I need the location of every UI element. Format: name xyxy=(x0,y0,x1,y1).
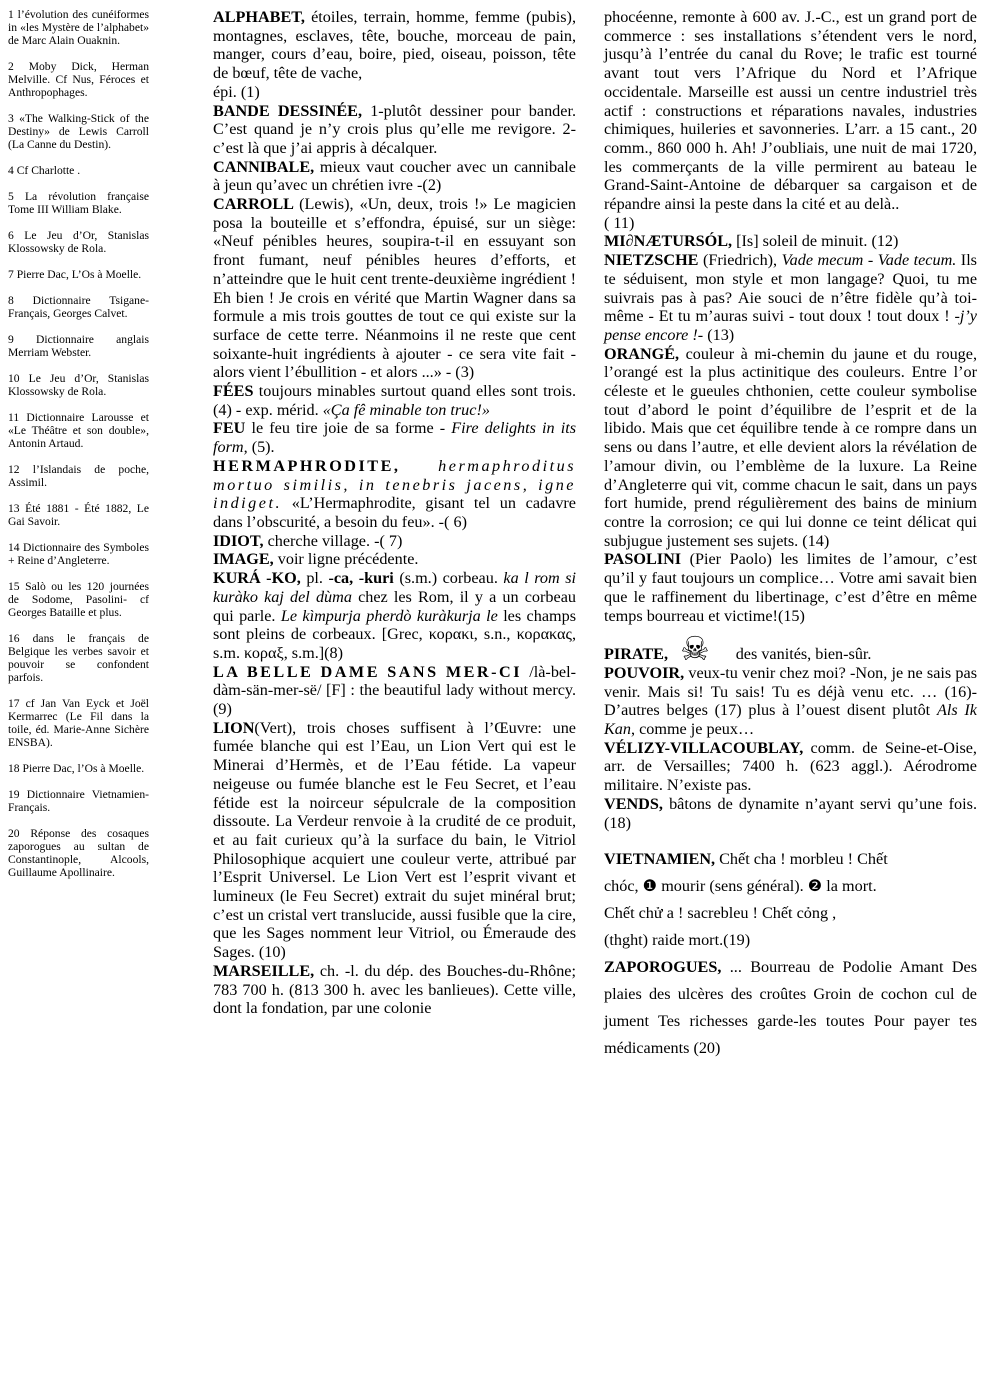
entry-nietzsche xyxy=(604,251,977,345)
entry-text-segment: LA BELLE DAME SANS MER-CI xyxy=(213,662,530,681)
entry-text-segment: (s.m.) corbeau. xyxy=(399,569,504,588)
entry-hermaphrodite xyxy=(213,457,576,532)
footnote-8: 8 Dictionnaire Tsigane-Français, Georges Calvet. xyxy=(8,294,149,320)
footnote-14: 14 Dictionnaire des Symboles + Reine d’Angleterre. xyxy=(8,541,149,567)
entry-text-segment: (Friedrich), xyxy=(702,251,782,270)
entries-column-right xyxy=(604,8,977,1062)
entry-text-segment: voir ligne précédente. xyxy=(277,550,419,569)
footnote-16: 16 dans le français de Belgique les verbes savoir et pouvoir se confondent parfois. xyxy=(8,632,149,684)
entry-lion xyxy=(213,719,576,962)
entry-text-segment: Chết chử a ! sacrebleu ! Chết cỏng , xyxy=(604,904,837,923)
footnote-17: 17 cf Jan Van Eyck et Joël Kermarrec (Le Fil dans la toile, éd. Marie-Anne Sichère ENSBA). xyxy=(8,697,149,749)
entry-feu xyxy=(213,419,576,456)
entry-text-segment: (thght) raide mort.(19) xyxy=(604,931,751,950)
entry-pasolini xyxy=(604,550,977,625)
entry-text-segment: [Is] soleil de minuit. (12) xyxy=(736,232,899,251)
entry-text-segment: «L’Hermaphrodite, gisant tel un cadavre dans l’obscurité, a besoin du feu». -( 6) xyxy=(213,494,576,531)
entry-text-segment: -ca, -kuri xyxy=(328,569,400,588)
entry-text-segment: -j’y pense encore !- xyxy=(604,307,977,344)
footnote-20: 20 Réponse des cosaques zaporogues au sultan de Constantinople, Alcools, Guillaume Apollinaire. xyxy=(8,827,149,879)
entry-text-segment: MARSEILLE, xyxy=(213,961,320,980)
entry-text-segment: phocéenne, remonte à 600 av. J.-C., est un grand port de commerce : ses installations s’étendent vers le nord, jusqu’à l’entrée du canal du Rove; le trafic est tourné avant tout vers l’Afrique du Nord et l’Afrique occidentale. Marseille est aussi un centre industriel très actif : constructions et réparations navales, industries chimiques, huileries et savonneries. L’arr. a 15 cant., 20 comm., 860 000 h. Ah! J’oubliais, une nuit de mai 1720, les commerçants de la ville permirent au bateau le Grand-Saint-Antoine de débarquer sa cargaison et de répandre ainsi la peste dans la cité et au delà.. xyxy=(604,8,977,214)
entry-pirate xyxy=(604,629,977,669)
entry-text-segment: IMAGE, xyxy=(213,550,278,569)
footnote-12: 12 l’Islandais de poche, Assimil. xyxy=(8,463,149,489)
footnote-5: 5 La révolution française Tome III William Blake. xyxy=(8,190,149,216)
entry-text-segment: comm. de Seine-et-Oise, arr. de Versailles; 7400 h. (623 aggl.). Aérodrome militaire. N’existe pas. xyxy=(604,738,977,795)
footnote-18: 18 Pierre Dac, l’Os à Moelle. xyxy=(8,762,145,775)
entry-cannibale xyxy=(213,158,576,195)
entry-text-segment: PIRATE, xyxy=(604,645,673,664)
entries-column-middle xyxy=(213,8,576,1018)
entry-marseille xyxy=(213,962,576,1018)
entry-text-segment: /là-bel-dàm-sän-mer-së/ [F] : the beautiful lady without mercy.(9) xyxy=(213,662,576,719)
entry-pouvoir xyxy=(604,664,977,739)
entry-fees xyxy=(213,382,576,419)
entry-la-belle-dame xyxy=(213,663,576,719)
footnote-3: 3 «The Walking-Stick of the Destiny» de Lewis Carroll (La Canne du Destin). xyxy=(8,112,149,151)
entry-text-segment: chóc, ❶ mourir (sens général). ❷ la mort. xyxy=(604,877,877,896)
entry-text-segment: chez les Rom, il y a un corbeau qui parle. xyxy=(213,587,576,625)
entry-text-segment: IDIOT, xyxy=(213,531,268,550)
footnotes-column xyxy=(8,8,149,892)
entry-text-segment: les champs sont pleins de corbeaux. [Grec, κορακι, s.n., κορακας, s.m. κοραξ, s.m.](8) xyxy=(213,606,576,662)
entry-text-segment: Fire delights in its form, xyxy=(213,419,577,457)
entry-text-segment: épi. (1) xyxy=(213,82,260,101)
entry-text-segment: ALPHABET, xyxy=(213,8,312,26)
entry-text-segment: PASOLINI xyxy=(604,550,690,569)
entry-text-segment: LION xyxy=(213,718,255,737)
entry-text-segment: ... Bourreau de Podolie Amant Des plaies des ulcères des croûtes Groin de cochon cul de jument Tes richesses garde-les toutes Pour payer tes médicaments (20) xyxy=(604,958,977,1058)
entry-text-segment: Le kìmpurja pherdò kuràkurja le xyxy=(280,606,504,625)
footnote-9: 9 Dictionnaire anglais Merriam Webster. xyxy=(8,333,149,359)
entry-text-segment: veux-tu venir chez moi? -Non, je ne sais pas venir. Mais si! Tu sais! Tu es déjà venu etc. … (16)- D’autres belges (17) plus à l’ouest disent plutôt xyxy=(604,663,977,720)
entry-velizy-villacoublay xyxy=(604,739,977,795)
entry-text-segment: pl. xyxy=(306,569,329,588)
entry-marseille-suite xyxy=(604,8,977,232)
entry-text-segment: ( 11) xyxy=(604,213,635,232)
entry-image xyxy=(213,550,576,569)
footnote-19: 19 Dictionnaire Vietnamien-Français. xyxy=(8,788,149,814)
entry-text-segment: hermaphroditus mortuo similis, in tenebris jacens, igne indiget. xyxy=(213,456,576,513)
footnote-2: 2 Moby Dick, Herman Melville. Cf Nus, Féroces et Anthropophages. xyxy=(8,60,149,99)
footnote-7: 7 Pierre Dac, L’Os à Moelle. xyxy=(8,268,142,281)
footnote-10: 10 Le Jeu d’Or, Stanislas Klossowsky de Rola. xyxy=(8,372,149,398)
entry-text-segment: KURÁ -KO, xyxy=(213,569,307,588)
entry-text-segment: toujours minables surtout quand elles sont trois. (4) - exp. mérid. xyxy=(213,382,576,419)
entry-text-segment: étoiles, terrain, homme, femme (pubis), montagnes, esclaves, tête, bouche, morceau de pain, manger, cours d’eau, boire, pied, oiseau, poisson, tête de bœuf, tête de vache, xyxy=(213,8,576,83)
entry-text-segment: Als Ik Kan xyxy=(604,701,977,739)
entry-text-segment: CANNIBALE, xyxy=(213,157,320,176)
entry-vietnamien xyxy=(604,846,977,954)
entry-text-segment: ka l rom si kuràko kaj del dùma xyxy=(213,569,577,606)
entry-zaporogues xyxy=(604,954,977,1062)
footnote-13: 13 Été 1881 - Été 1882, Le Gai Savoir. xyxy=(8,502,149,528)
entry-text-segment: 1-plutôt dessiner pour bander. C’est quand je n’y crois plus qu’elle me revigore. 2-c’est là que j’ai appris à décalquer. xyxy=(213,101,576,157)
entry-kura-ko xyxy=(213,569,576,663)
entry-text-segment: FEU xyxy=(213,419,252,438)
skull-crossbones-icon: ☠ xyxy=(680,629,710,669)
entry-text-segment: , comme je peux… xyxy=(631,720,755,739)
entry-text-segment: Ils te séduisent, mon style et mon langage? Quoi, tu me suivrais pas à pas? Aie souci de n’être fidèle qu’à toi-même - Et tu m’auras suivi - tout doux ! tout doux ! xyxy=(604,251,977,326)
entry-text-segment: VIETNAMIEN, xyxy=(604,850,720,869)
footnote-11: 11 Dictionnaire Larousse et «Le Théâtre et son double», Antonin Artaud. xyxy=(8,411,149,450)
entry-carroll xyxy=(213,195,576,382)
footnote-4: 4 Cf Charlotte . xyxy=(8,164,81,177)
footnote-1: 1 l’évolution des cunéiformes in «les Mystère de l’alphabet» de Marc Alain Ouaknin. xyxy=(8,8,149,47)
entry-text-segment: ORANGÉ, xyxy=(604,344,686,363)
entry-text-segment: (5). xyxy=(247,438,275,457)
entry-text-segment: CARROLL xyxy=(213,195,300,214)
entry-text-segment: «Ça fê minable ton truc!» xyxy=(322,400,490,419)
footnote-6: 6 Le Jeu d’Or, Stanislas Klossowsky de Rola. xyxy=(8,229,149,255)
entry-text-segment: NIETZSCHE xyxy=(604,251,703,270)
entry-text-segment: des vanités, bien-sûr. xyxy=(731,645,872,664)
entry-text-segment: HERMAPHRODITE, xyxy=(213,456,439,475)
entry-text-segment: cherche village. -( 7) xyxy=(267,531,403,550)
entry-midnaetursol xyxy=(604,232,977,251)
entry-text-segment: (13) xyxy=(703,325,735,344)
entry-text-segment: le feu tire joie de sa forme - xyxy=(251,419,452,438)
entry-text-segment: Chết cha ! morbleu ! Chết xyxy=(719,850,888,869)
entry-text-segment: FÉES xyxy=(213,382,259,401)
entry-text-segment: bâtons de dynamite n’ayant servi qu’une fois. (18) xyxy=(604,794,977,832)
entry-text-segment: (Vert), trois choses suffisent à l’Œuvre: une fumée blanche qui est l’Eau, un Lion Vert qui est le Minerai d’Hermès, et de l’Eau fétide. La vapeur neigeuse ou fumée blanche est le Feu Secret, et l’eau fétide est la noirceur sépulcrale de la composition dissoute. La Verdeur renvoie à la crudité de ce produit, et au fait curieux qu’à la surface du bain, le Vitriol Philosophique acquiert une couleur verte, attribué par l’Esprit Universel. Le Lion Vert est l’esprit vivant et lumineux (le Feu Secret) extrait du sujet minéral brut; c’est un cristal vert translucide, aussi fusible que la cire, que les Sages nomment leur Vitriol, ou Émeraude des Sages. (10) xyxy=(213,718,576,962)
entry-bande-dessinee xyxy=(213,102,576,158)
entry-alphabet xyxy=(213,8,576,102)
entry-text-segment: (Pier Paolo) les limites de l’amour, c’est qu’il y faut toujours un complice… Votre ami savait bien que le raffinement du libertinage, c’est d’être en même temps bourreau et victime!(15) xyxy=(604,550,977,625)
entry-text-segment: Vade mecum - Vade tecum. xyxy=(781,251,957,270)
entry-vends xyxy=(604,795,977,832)
entry-text-segment: couleur à mi-chemin du jaune et du rouge, l’orangé est la plus actinitique des couleurs. Entre l’or céleste et le gueules chthonien, cette couleur symbolise tout d’abord le point d’équilibre de l’esprit et de la libido. Mais que cet équilibre tende à ce rompre dans un sens ou dans l’autre, et elle devient alors la révélation de l’amour divin, ou l’emblème de la luxure. La Reine d’Angleterre qui vit, comme chacun le sait, dans un pays fort humide, prend régulièrement des bains de minium contre la corrosion; ce qui lui donne ce teint délicat qui subjugue justement ses sujets. (14) xyxy=(604,344,977,550)
footnote-15: 15 Salò ou les 120 journées de Sodome, Pasolini- cf Georges Bataille et plus. xyxy=(8,580,149,619)
entry-orange xyxy=(604,345,977,551)
entry-text-segment: POUVOIR, xyxy=(604,663,689,682)
entry-text-segment: mieux vaut coucher avec un cannibale à jeun qu’avec un chrétien ivre -(2) xyxy=(213,157,576,195)
entry-text-segment: BANDE DESSINÉE, xyxy=(213,101,371,120)
entry-text-segment: VÉLIZY-VILLACOUBLAY, xyxy=(604,738,811,757)
entry-text-segment: ch. -l. du dép. des Bouches-du-Rhône; 783 700 h. (813 300 h. avec les banlieues). Cette ville, dont la fondation, par une colonie xyxy=(213,961,576,1018)
entry-text-segment: MI∂NÆTURSÓL, xyxy=(604,232,737,251)
entry-text-segment: (Lewis), «Un, deux, trois !» Le magicien posa la bouteille et s’effondra, épuisé, sur un siège: «Neuf pénibles heures, soupira-t-il en essuyant son front fumant, neuf pénibles heures d’efforts, et n’atteindre que le huit cent trente-deuxième ingrédient ! Eh bien ! Je crois en vérité que Martin Wagner dans sa formule a mis trois gouttes de tout ce qui existe sur la surface de cette terre. Néanmoins il ne reste que cent soixante-huit ingrédients à ajouter - ce sera vite fait - alors vient l’ébullition - et alors ...» - (3) xyxy=(213,195,576,382)
entry-text-segment: VENDS, xyxy=(604,794,670,813)
entry-idiot xyxy=(213,532,576,551)
entry-text-segment: ZAPOROGUES, xyxy=(604,958,730,977)
